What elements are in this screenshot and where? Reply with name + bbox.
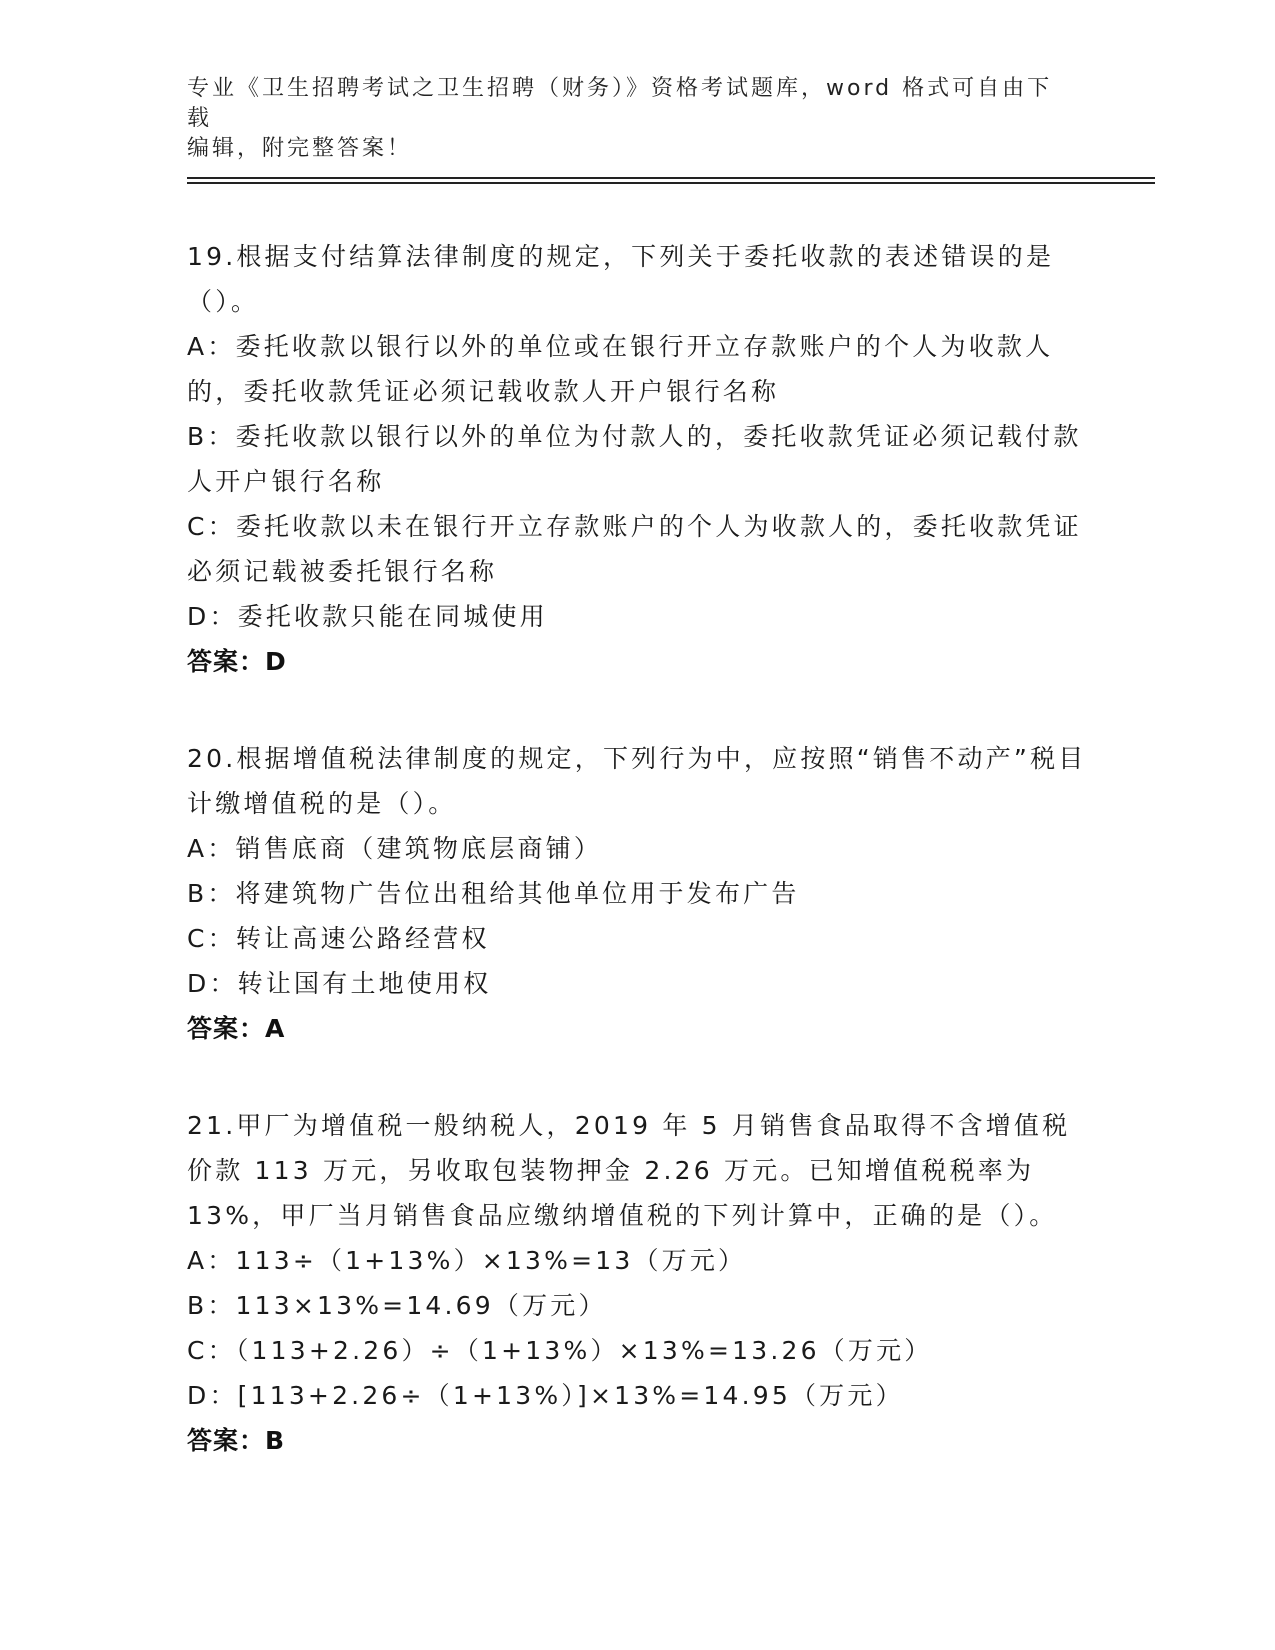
question-stem: 19.根据支付结算法律制度的规定，下列关于委托收款的表述错误的是（）。	[187, 242, 1055, 316]
option-c: C：（113+2.26）÷（1+13%）×13%=13.26（万元）	[187, 1336, 933, 1365]
header-title-line-2: 编辑，附完整答案！	[187, 136, 413, 161]
option-b: B：将建筑物广告位出租给其他单位用于发布广告	[187, 879, 800, 908]
question-list	[187, 234, 1087, 1515]
answer-label: 答案：B	[187, 1426, 286, 1455]
option-b: B：113×13%=14.69（万元）	[187, 1291, 607, 1320]
option-d: D：委托收款只能在同城使用	[187, 602, 548, 631]
header-divider-top	[187, 177, 1155, 179]
option-a: A：113÷（1+13%）×13%=13（万元）	[187, 1246, 747, 1275]
header-title-line-1: 专业《卫生招聘考试之卫生招聘（财务）》资格考试题库，word 格式可自由下载	[187, 76, 1053, 131]
option-c: C：委托收款以未在银行开立存款账户的个人为收款人的，委托收款凭证必须记载被委托银行名称	[187, 512, 1082, 586]
question-stem: 21.甲厂为增值税一般纳税人，2019 年 5 月销售食品取得不含增值税价款 113 万元，另收取包装物押金 2.26 万元。已知增值税税率为 13%，甲厂当月销售食品应缴纳增值税的下列计算中，正确的是（）。	[187, 1111, 1071, 1230]
question-stem: 20.根据增值税法律制度的规定，下列行为中，应按照“销售不动产”税目计缴增值税的是（）。	[187, 744, 1087, 818]
question-19	[187, 234, 1087, 684]
option-b: B：委托收款以银行以外的单位为付款人的，委托收款凭证必须记载付款人开户银行名称	[187, 422, 1082, 496]
answer-label: 答案：D	[187, 647, 287, 676]
question-20	[187, 736, 1087, 1051]
option-a: A：委托收款以银行以外的单位或在银行开立存款账户的个人为收款人的，委托收款凭证必须记载收款人开户银行名称	[187, 332, 1054, 406]
option-c: C：转让高速公路经营权	[187, 924, 490, 953]
option-d: D：转让国有土地使用权	[187, 969, 492, 998]
page-header	[187, 74, 1067, 164]
option-a: A：销售底商（建筑物底层商铺）	[187, 834, 603, 863]
question-21	[187, 1103, 1087, 1463]
option-d: D：[113+2.26÷（1+13%）]×13%=14.95（万元）	[187, 1381, 904, 1410]
header-divider-bottom	[187, 182, 1155, 184]
answer-label: 答案：A	[187, 1014, 286, 1043]
